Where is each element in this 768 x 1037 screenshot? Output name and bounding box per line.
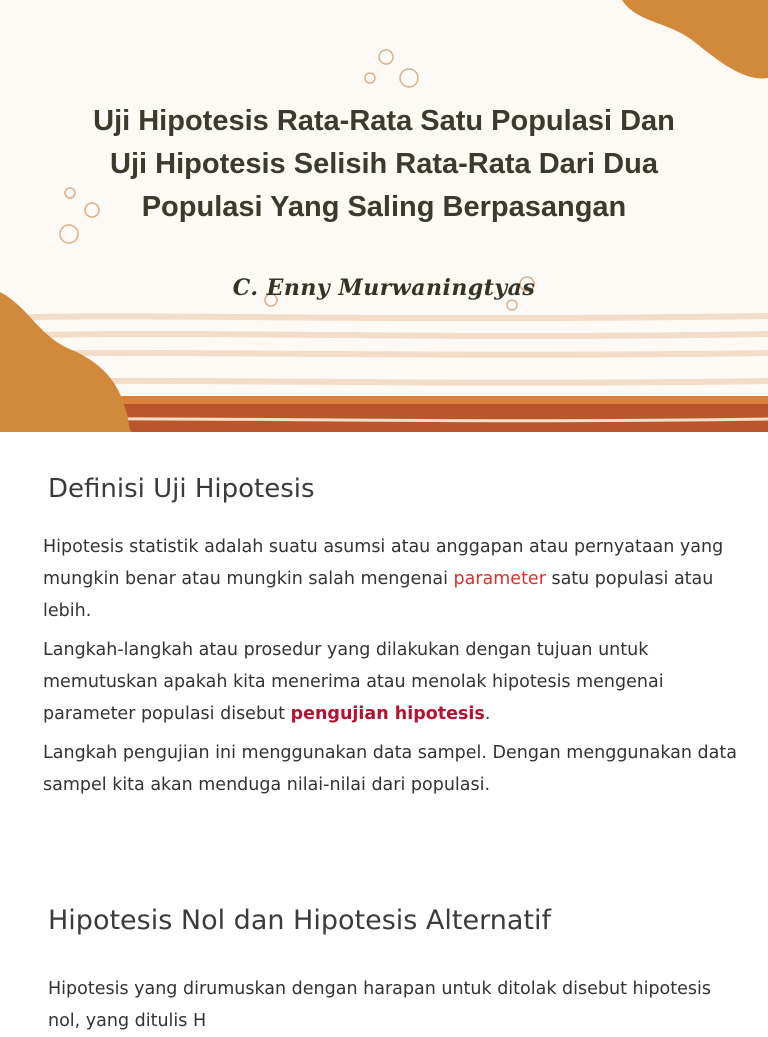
section-heading-hipotesis-nol: Hipotesis Nol dan Hipotesis Alternatif bbox=[48, 905, 551, 936]
paragraph-definisi bbox=[43, 531, 743, 627]
author-name: C. Enny Murwaningtyas bbox=[232, 275, 536, 301]
orange-blob-left bbox=[0, 292, 132, 432]
bubbles-top bbox=[365, 50, 418, 87]
title-line: Uji Hipotesis Rata-Rata Satu Populasi Dan bbox=[93, 105, 675, 137]
cream-stripe bbox=[0, 353, 768, 355]
paragraph-langkah bbox=[43, 634, 743, 730]
text-span: satu populasi atau lebih. bbox=[43, 569, 714, 621]
slide-title bbox=[40, 100, 728, 229]
orange-blob-top-right bbox=[622, 0, 768, 78]
cream-stripe bbox=[0, 381, 768, 383]
text-span: Langkah-langkah atau prosedur yang dilakukan dengan tujuan untuk memutuskan apakah kita menerima atau menolak hipotesis mengenai parameter populasi disebut bbox=[43, 640, 664, 724]
text-span: Hipotesis statistik adalah suatu asumsi atau anggapan atau pernyataan yang mungkin benar atau mungkin salah mengenai bbox=[43, 537, 724, 589]
highlight-pengujian-hipotesis: pengujian hipotesis bbox=[290, 704, 485, 724]
highlight-parameter: parameter bbox=[453, 569, 546, 589]
section-heading-definisi: Definisi Uji Hipotesis bbox=[48, 474, 315, 504]
text-span: . bbox=[484, 704, 491, 724]
title-line: Uji Hipotesis Selisih Rata-Rata Dari Dua bbox=[110, 148, 658, 180]
paragraph-hipotesis-nol: Hipotesis yang dirumuskan dengan harapan untuk ditolak disebut hipotesis nol, yang ditulis H bbox=[48, 979, 711, 1031]
cream-stripe bbox=[0, 316, 768, 318]
title-line: Populasi Yang Saling Berpasangan bbox=[141, 191, 627, 223]
title-slide bbox=[0, 0, 768, 432]
paragraph-sampel: Langkah pengujian ini menggunakan data sampel. Dengan menggunakan data sampel kita akan menduga nilai-nilai dari populasi. bbox=[43, 743, 737, 795]
cream-stripe bbox=[0, 334, 768, 336]
